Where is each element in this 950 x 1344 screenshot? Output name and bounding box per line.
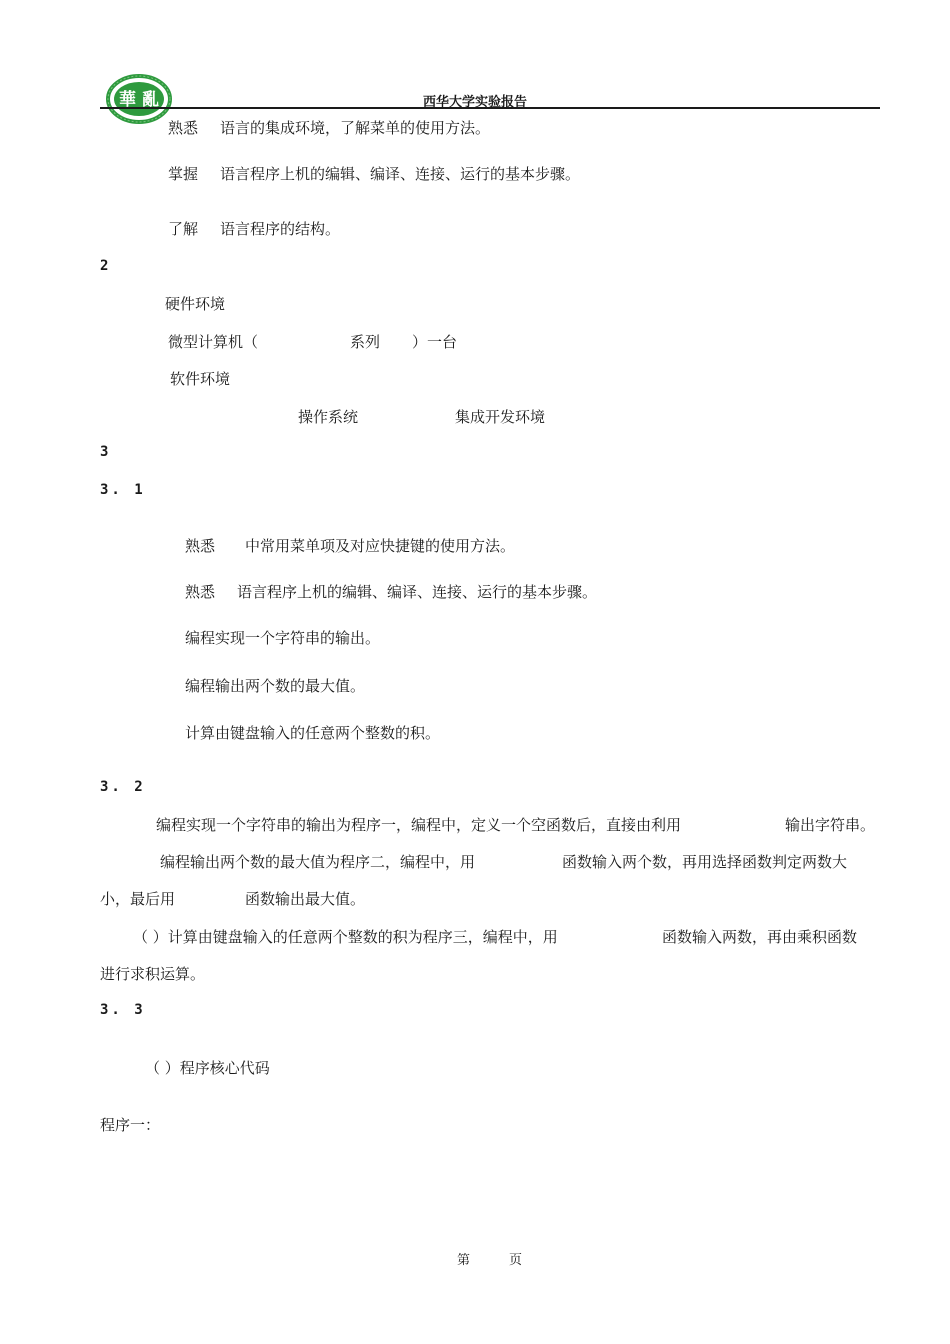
- task-2-a: 熟悉: [185, 583, 216, 601]
- design-p3-c: 进行求积运算。: [100, 965, 206, 983]
- section-2-heading: 2: [100, 258, 112, 274]
- task-1-b: 中常用菜单项及对应快捷键的使用方法。: [245, 537, 516, 555]
- objective-3-text: 语言程序的结构。: [220, 220, 341, 238]
- task-1-a: 熟悉: [185, 537, 216, 555]
- design-p2-b: 函数输入两个数，再用选择函数判定两数大: [562, 853, 848, 871]
- hardware-label: 硬件环境: [165, 295, 226, 313]
- hardware-line-c: ）一台: [412, 333, 458, 351]
- section-3-3-heading: 3. 3: [100, 1002, 146, 1018]
- section-3-2-heading: 3. 2: [100, 779, 146, 795]
- footer-page-prefix: 第: [457, 1253, 471, 1268]
- section-3-heading: 3: [100, 444, 112, 460]
- logo-lettering: 華 亂: [119, 90, 159, 110]
- design-p2-d: 函数输出最大值。: [245, 890, 366, 908]
- section-3-1-heading: 3. 1: [100, 482, 146, 498]
- task-2-b: 语言程序上机的编辑、编译、连接、运行的基本步骤。: [237, 583, 598, 601]
- software-os: 操作系统: [298, 408, 359, 426]
- design-p2-c: 小，最后用: [100, 890, 176, 908]
- report-header-title: 西华大学实验报告: [422, 95, 527, 110]
- design-p2-a: 编程输出两个数的最大值为程序二，编程中，用: [160, 853, 476, 871]
- design-p1-b: 输出字符串。: [785, 816, 876, 834]
- footer-page-suffix: 页: [509, 1253, 523, 1268]
- program-1-label: 程序一：: [100, 1116, 161, 1134]
- task-5: 计算由键盘输入的任意两个整数的积。: [185, 724, 441, 742]
- core-code-label: （ ）程序核心代码: [145, 1059, 270, 1077]
- objective-2-text: 语言程序上机的编辑、编译、连接、运行的基本步骤。: [220, 165, 581, 183]
- task-3: 编程实现一个字符串的输出。: [185, 629, 381, 647]
- software-label: 软件环境: [170, 370, 231, 388]
- objective-1-text: 语言的集成环境，了解菜单的使用方法。: [220, 119, 491, 137]
- objective-2-verb: 掌握: [168, 165, 199, 183]
- design-p3-a: （ ）计算由键盘输入的任意两个整数的积为程序三，编程中，用: [133, 928, 558, 946]
- header-divider: [100, 107, 880, 109]
- objective-1-verb: 熟悉: [168, 119, 199, 137]
- task-4: 编程输出两个数的最大值。: [185, 677, 366, 695]
- objective-3-verb: 了解: [168, 220, 199, 238]
- software-ide: 集成开发环境: [455, 408, 546, 426]
- hardware-line-a: 微型计算机（: [168, 333, 259, 351]
- design-p3-b: 函数输入两数，再由乘积函数: [662, 928, 858, 946]
- design-p1-a: 编程实现一个字符串的输出为程序一，编程中，定义一个空函数后，直接由利用: [156, 816, 682, 834]
- hardware-line-b: 系列: [350, 333, 381, 351]
